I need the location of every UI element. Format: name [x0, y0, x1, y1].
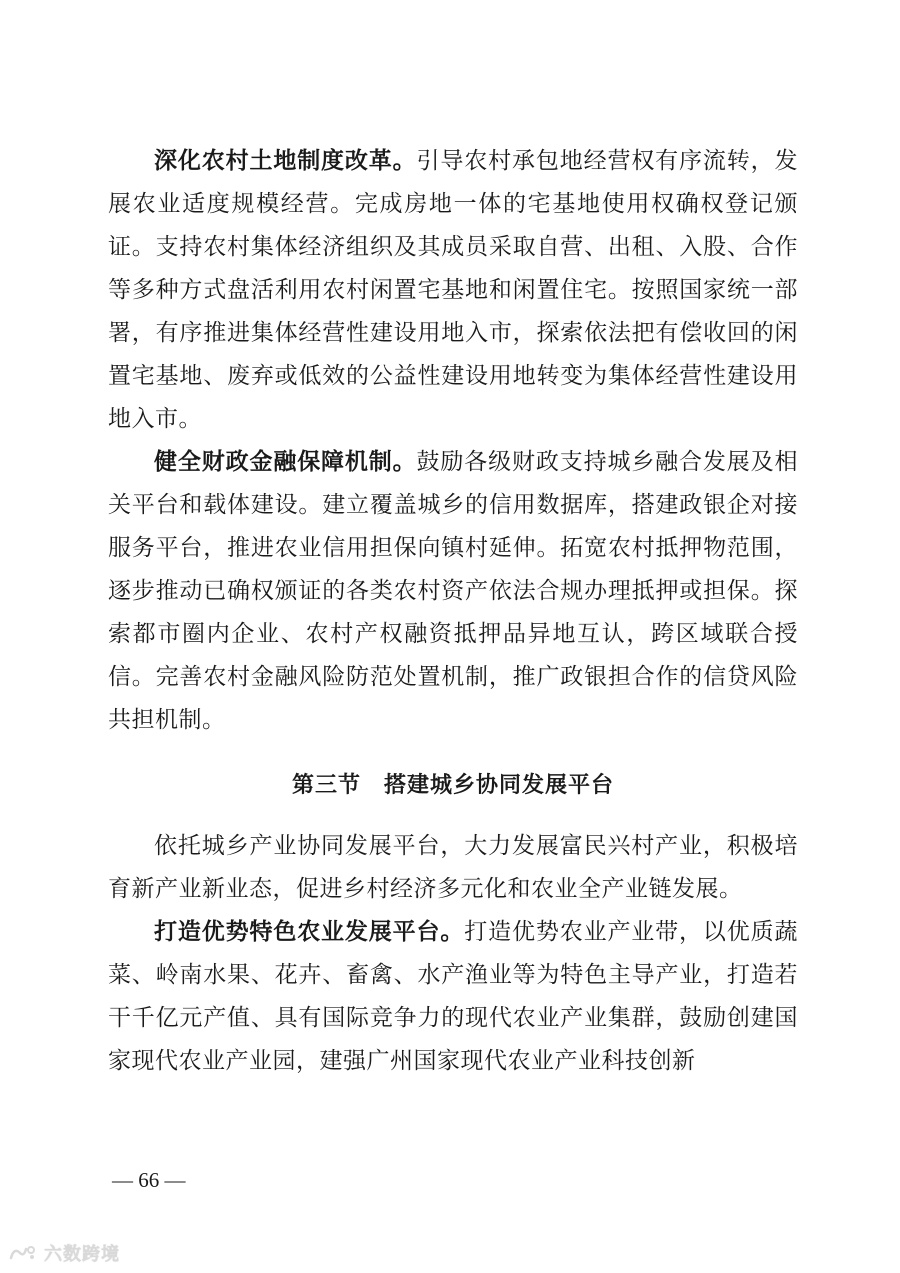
paragraph-body: 依托城乡产业协同发展平台，大力发展富民兴村产业，积极培育新产业新业态，促进乡村经济多元化和农业全产业链发展。	[108, 833, 798, 902]
paragraph-body: 引导农村承包地经营权有序流转，发展农业适度规模经营。完成房地一体的宅基地使用权确权登记颁证。支持农村集体经济组织及其成员采取自营、出租、入股、合作等多种方式盘活利用农村闲置宅基地和闲置住宅。按照国家统一部署，有序推进集体经营性建设用地入市，探索依法把有偿收回的闲置宅基地、废弃或低效的公益性建设用地转变为集体经营性建设用地入市。	[108, 148, 799, 432]
paragraph-lead: 深化农村土地制度改革。	[154, 148, 417, 174]
paragraph-finance	[108, 441, 798, 742]
paragraph-body: 鼓励各级财政支持城乡融合发展及相关平台和载体建设。建立覆盖城乡的信用数据库，搭建政银企对接服务平台，推进农业信用担保向镇村延伸。拓宽农村抵押物范围，逐步推动已确权颁证的各类农村资产依法合规办理抵押或担保。探索都市圈内企业、农村产权融资抵押品异地互认，跨区域联合授信。完善农村金融风险防范处置机制，推广政银担合作的信贷风险共担机制。	[108, 449, 799, 733]
paragraph-lead: 健全财政金融保障机制。	[154, 449, 417, 475]
paragraph-body: 打造优势农业产业带，以优质蔬菜、岭南水果、花卉、畜禽、水产渔业等为特色主导产业，打造若干千亿元产值、具有国际竞争力的现代农业产业集群，鼓励创建国家现代农业产业园，建强广州国家现代农业产业科技创新	[108, 919, 799, 1074]
paragraph-intro	[108, 825, 798, 911]
paragraph-lead: 打造优势特色农业发展平台。	[154, 919, 465, 945]
section-title: 第三节 搭建城乡协同发展平台	[291, 773, 614, 798]
paragraph-agri-platform	[108, 911, 798, 1083]
document-page	[108, 140, 798, 1083]
paragraph-land-reform	[108, 140, 798, 441]
page-number: — 66 —	[112, 1168, 186, 1192]
watermark	[8, 1240, 120, 1266]
watermark-logo-icon	[8, 1243, 38, 1263]
watermark-text: 六数跨境	[44, 1244, 120, 1265]
